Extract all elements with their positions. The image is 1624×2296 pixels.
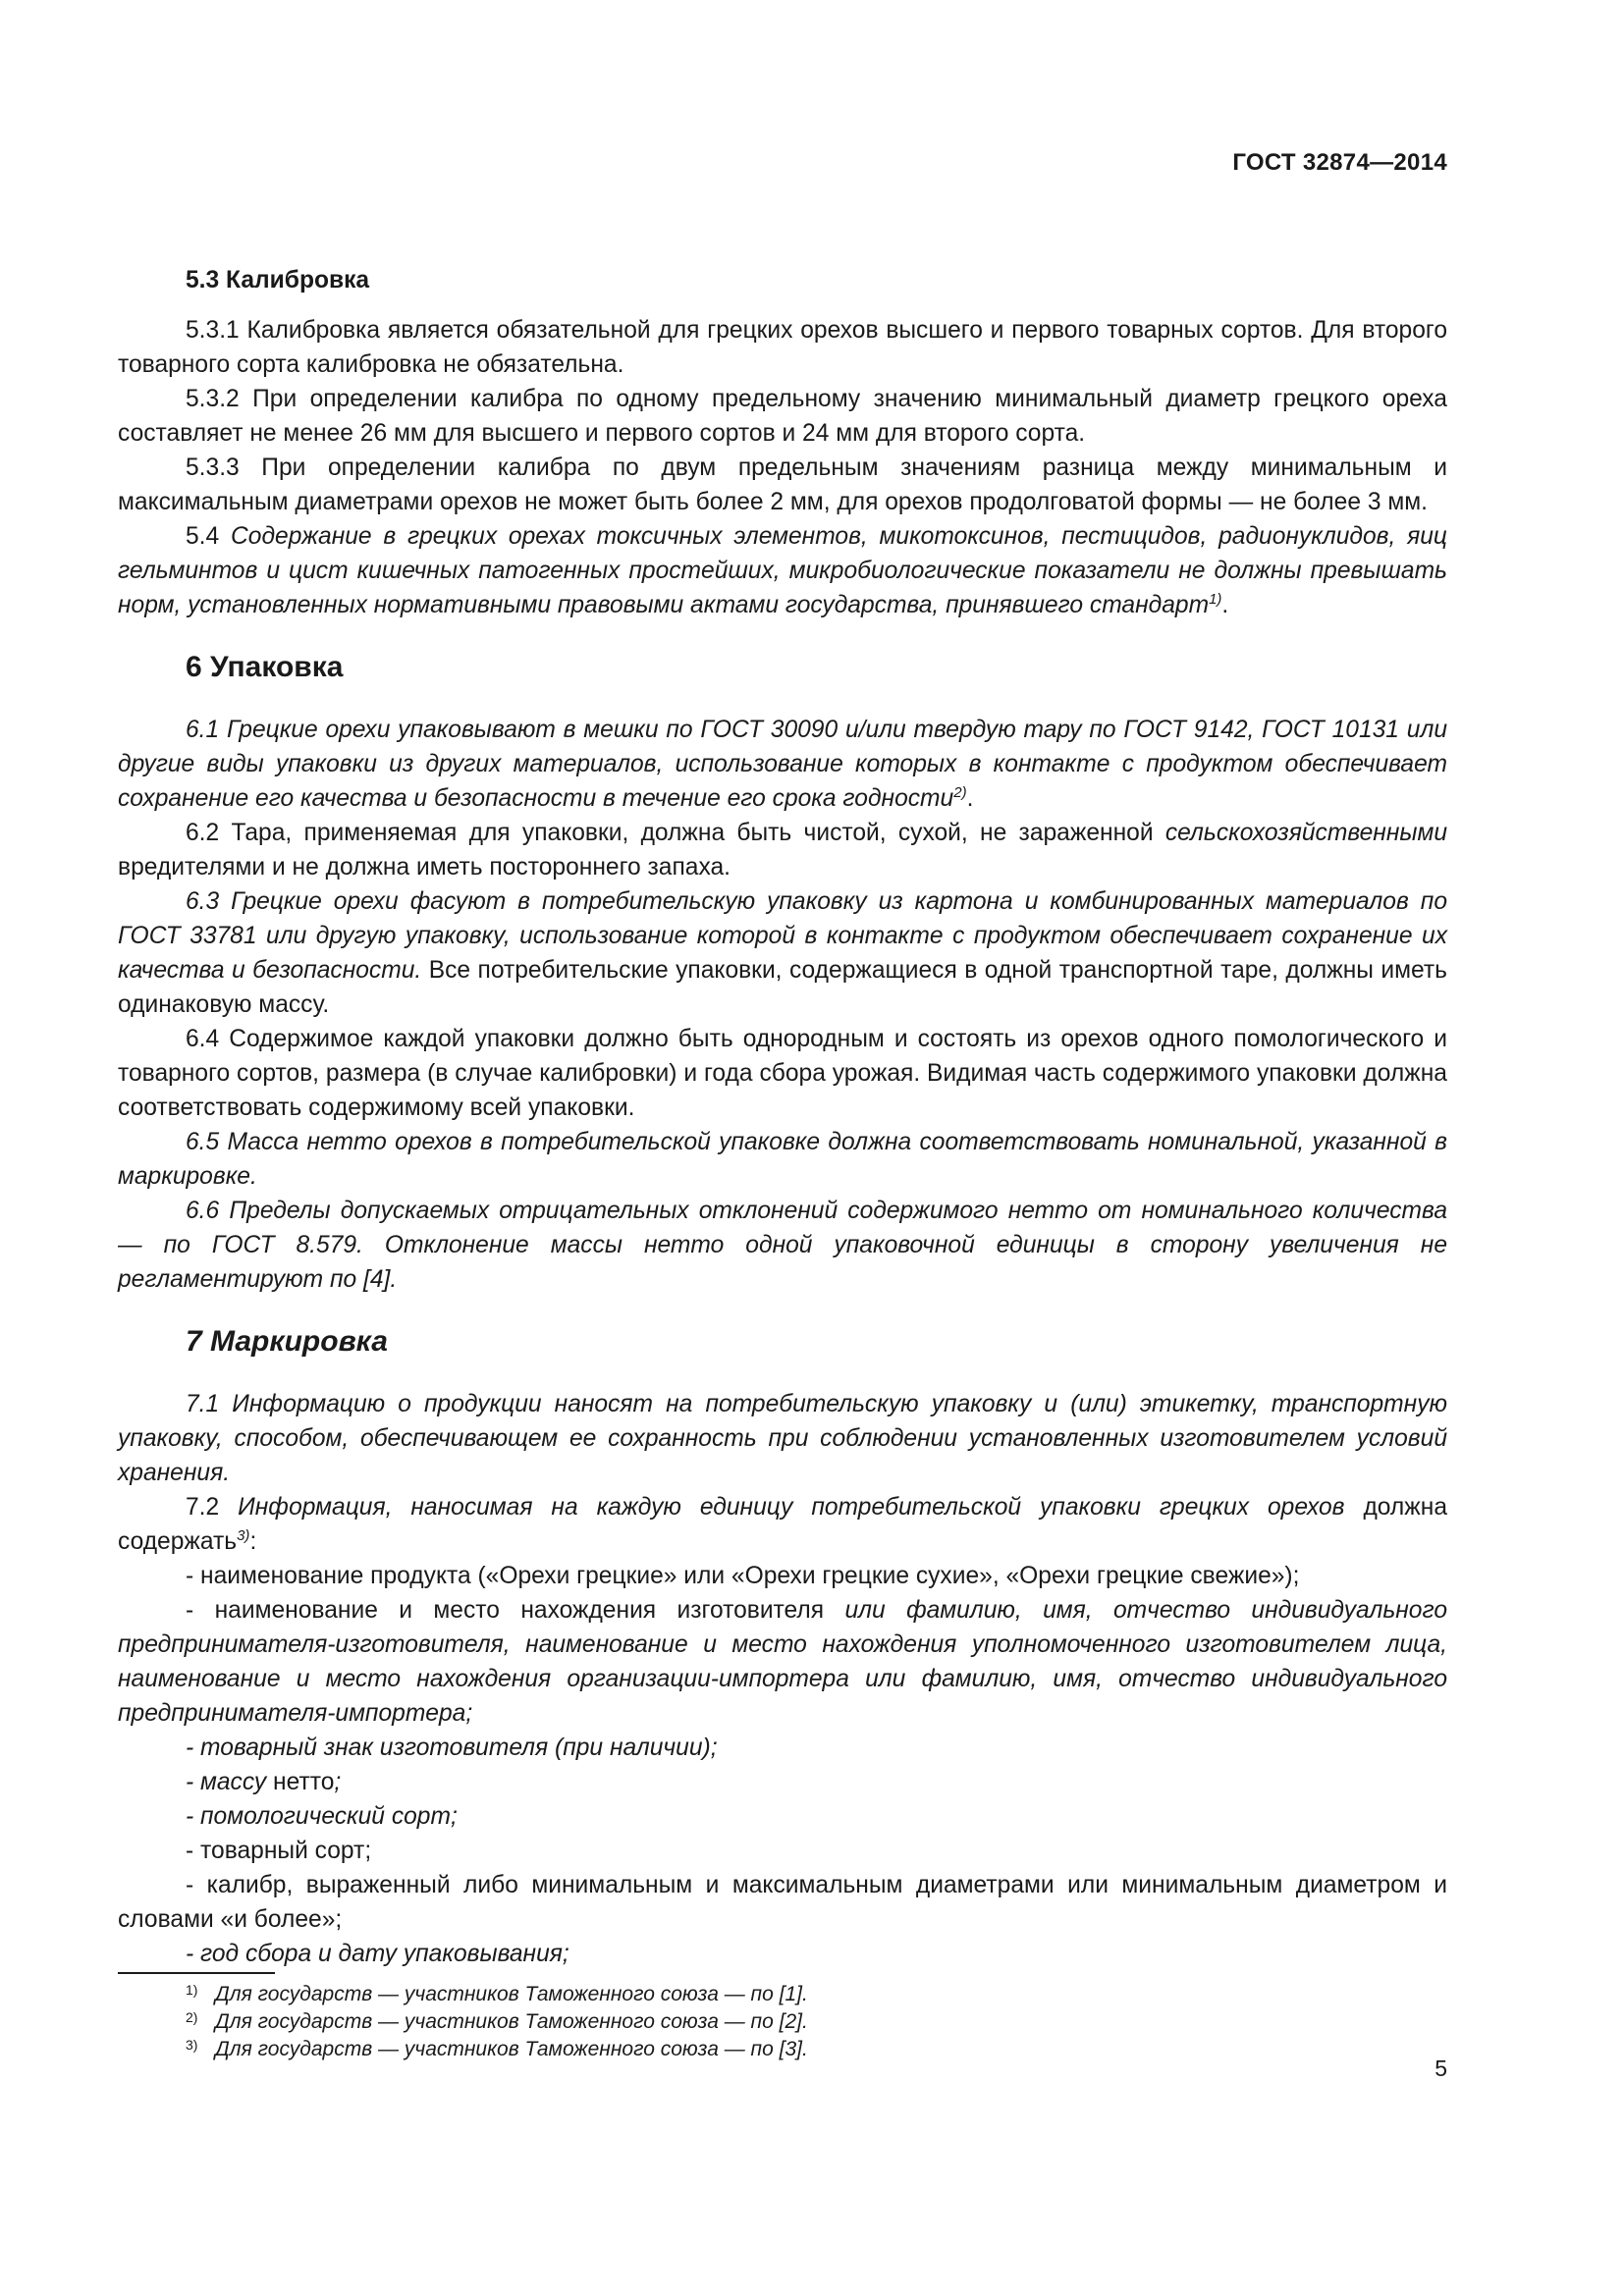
list-item-manufacturer (118, 1593, 1447, 1731)
list-item-net-mass (118, 1765, 1447, 1799)
footnote-mark: 1) (186, 1982, 198, 1998)
list-item-text: - товарный знак изготовителя (при наличии); (186, 1735, 718, 1761)
paragraph-6-3 (118, 884, 1447, 1022)
paragraph-6-3-text-a: 6.3 Грецкие орехи фасуют в потребительскую упаковку из картона и комбинированных материалов по ГОСТ 33781 или другую упаковку, использование которой в контакте с продуктом обеспечивает сохранение их качества и безопасности. (118, 888, 1447, 984)
paragraph-7-2-text-b: Информация, наносимая на каждую единицу потребительской упаковки грецких орехов (238, 1494, 1345, 1521)
list-item-text-a: - массу (186, 1769, 267, 1795)
paragraph-5-3-3: 5.3.3 При определении калибра по двум предельным значениям разница между минимальным и максимальным диаметрами орехов не может быть более 2 мм, для орехов продолговатой формы — не более 3 мм. (118, 454, 1447, 515)
paragraph-6-2-text-b: сельскохозяйственными (1164, 820, 1447, 846)
paragraph-number: 5.4 (186, 523, 220, 550)
section-title-6: 6 Упаковка (186, 651, 344, 683)
paragraph-6-6 (118, 1194, 1447, 1297)
footnote-mark: 3) (186, 2037, 198, 2053)
footnote-text: Для государств — участников Таможенного союза — по [2]. (215, 2010, 808, 2033)
footnotes (118, 1981, 1447, 2063)
paragraph-6-3-text-b: Все потребительские упаковки, содержащиеся в одной транспортной таре, должны иметь одинаковую массу. (118, 957, 1447, 1018)
footnote-text: Для государств — участников Таможенного союза — по [1]. (215, 1983, 808, 2005)
list-item-text-b: или фамилию, имя, отчество индивидуального предпринимателя-изготовителя, наименование и место нахождения уполномоченного изготовителем лица, наименование и место нахождения организации-импортера или фамилию, имя, отчество индивидуального предпринимателя-импортера; (118, 1597, 1447, 1727)
footnote-divider (118, 1972, 275, 1974)
paragraph-6-5-text: 6.5 Масса нетто орехов в потребительской упаковке должна соответствовать номинальной, указанной в маркировке. (118, 1129, 1447, 1190)
paragraph-6-4: 6.4 Содержимое каждой упаковки должно быть однородным и состоять из орехов одного помологического и товарного сортов, размера (в случае калибровки) и года сбора урожая. Видимая часть содержимого упаковки должна соответствовать содержимому всей упаковки. (118, 1026, 1447, 1121)
paragraph-5-4-text: Содержание в грецких орехах токсичных элементов, микотоксинов, пестицидов, радионуклидов, яиц гельминтов и цист кишечных патогенных простейших, микробиологические показатели не должны превышать норм, установленных нормативными правовыми актами государства, принявшего стандарт (118, 523, 1447, 618)
paragraph-7-1 (118, 1387, 1447, 1490)
footnote-text: Для государств — участников Таможенного союза — по [3]. (215, 2038, 808, 2060)
list-item-caliber: - калибр, выраженный либо минимальным и максимальным диаметрами или минимальным диаметром и словами «и более»; (118, 1872, 1447, 1933)
paragraph-6-5 (118, 1125, 1447, 1194)
footnote-ref-1: 1) (1209, 591, 1222, 608)
footnote-ref-3: 3) (237, 1527, 250, 1544)
paragraph-7-1-text: 7.1 Информацию о продукции наносят на потребительскую упаковку и (или) этикетку, транспортную упаковку, способом, обеспечивающем ее сохранность при соблюдении установленных изготовителем условий хранения. (118, 1391, 1447, 1486)
paragraph-6-1-text: 6.1 Грецкие орехи упаковывают в мешки по ГОСТ 30090 и/или твердую тару по ГОСТ 9142, ГОСТ 10131 или другие виды упаковки из других материалов, использование которых в контакте с продуктом обеспечивает сохранение его качества и безопасности в течение его срока годности (118, 717, 1447, 812)
document-body (118, 263, 1447, 1971)
paragraph-end: . (1221, 592, 1229, 618)
paragraph-6-2-text-c: вредителями и не должна иметь постороннего запаха. (118, 854, 731, 881)
document-code: ГОСТ 32874—2014 (1232, 149, 1447, 176)
list-item-text: - помологический сорт; (186, 1803, 458, 1830)
footnote-3 (118, 2036, 1447, 2063)
list-item-text-c: ; (334, 1769, 342, 1795)
list-item-product-name: - наименование продукта («Орехи грецкие» или «Орехи грецкие сухие», «Орехи грецкие свежие»); (186, 1563, 1300, 1589)
list-item-harvest-year (118, 1937, 1447, 1971)
list-item-pomological-grade (118, 1799, 1447, 1834)
footnote-mark: 2) (186, 2009, 198, 2025)
paragraph-6-2-text-a: 6.2 Тара, применяемая для упаковки, должна быть чистой, сухой, не зараженной (186, 820, 1165, 846)
list-item-text: - год сбора и дату упаковывания; (186, 1941, 569, 1967)
paragraph-5-3-1: 5.3.1 Калибровка является обязательной для грецких орехов высшего и первого товарных сортов. Для второго товарного сорта калибровка не обязательна. (118, 317, 1447, 378)
footnote-2 (118, 2008, 1447, 2036)
paragraph-7-2 (118, 1490, 1447, 1559)
footnote-ref-2: 2) (953, 784, 967, 801)
paragraph-5-3-2: 5.3.2 При определении калибра по одному предельному значению минимальный диаметр грецкого ореха составляет не менее 26 мм для высшего и первого сортов и 24 мм для второго сорта. (118, 386, 1447, 447)
paragraph-7-2-number: 7.2 (186, 1494, 239, 1521)
list-item-text-b: нетто (266, 1769, 335, 1795)
paragraph-end: . (966, 785, 974, 812)
list-item-text-a: - наименование и место нахождения изготовителя (186, 1597, 845, 1624)
paragraph-6-1 (118, 713, 1447, 816)
page-number: 5 (1435, 2056, 1447, 2081)
footnote-1 (118, 1981, 1447, 2008)
paragraph-6-2 (118, 816, 1447, 884)
paragraph-end: : (249, 1528, 257, 1555)
paragraph-6-6-text: 6.6 Пределы допускаемых отрицательных отклонений содержимого нетто от номинального количества — по ГОСТ 8.579. Отклонение массы нетто одной упаковочной единицы в сторону увеличения не регламентируют по [4]. (118, 1198, 1447, 1293)
paragraph-5-4 (118, 519, 1447, 622)
list-item-trademark (118, 1731, 1447, 1765)
list-item-commercial-grade: - товарный сорт; (186, 1838, 372, 1864)
subsection-title-5-3: 5.3 Калибровка (186, 267, 370, 294)
paragraph-7-2-text-c: должна содержать (118, 1494, 1447, 1555)
section-title-7: 7 Маркировка (186, 1325, 388, 1358)
